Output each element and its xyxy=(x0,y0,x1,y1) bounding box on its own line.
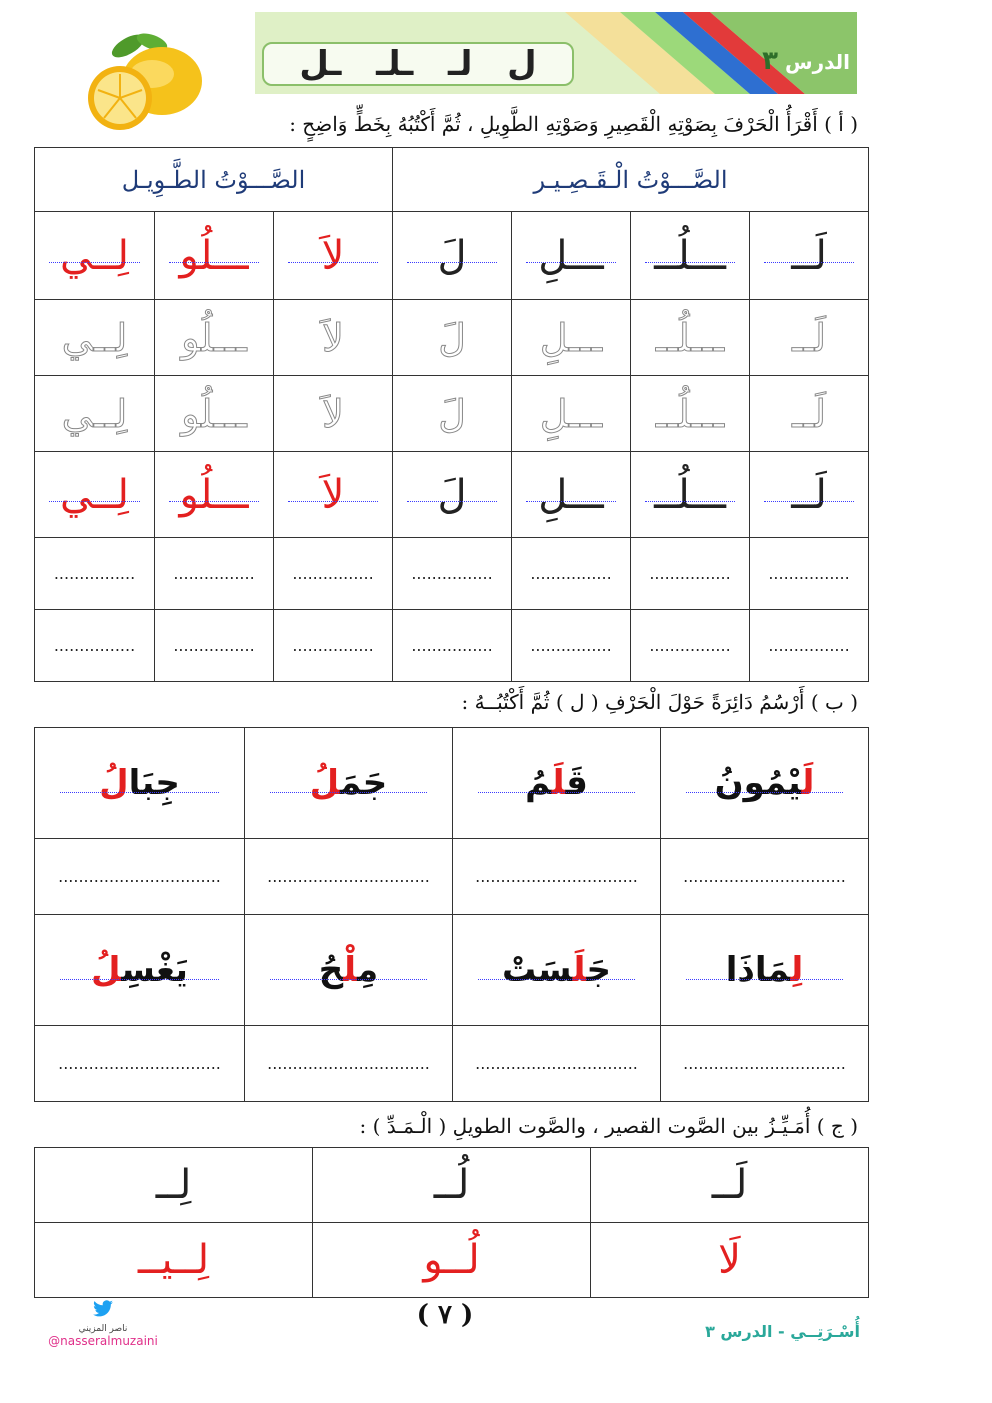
model-cell xyxy=(393,212,512,300)
word-part: حُ xyxy=(318,950,344,990)
word-part: سَتْ xyxy=(502,950,573,990)
guide-line xyxy=(645,501,735,502)
traced-letter: ـــلُــ xyxy=(655,315,725,360)
letter-form-final: ـل xyxy=(299,44,342,84)
short-sound-cell xyxy=(35,1148,313,1223)
dotted-line: ................................ xyxy=(58,1054,221,1073)
word xyxy=(310,763,388,803)
trace-cell[interactable] xyxy=(631,300,750,376)
trace-cell[interactable] xyxy=(393,300,512,376)
guide-line xyxy=(407,262,497,263)
writing-cell[interactable] xyxy=(35,610,155,682)
letter-sample: ـــلِ xyxy=(538,471,604,518)
guide-line xyxy=(645,262,735,263)
word xyxy=(91,950,188,990)
lemons-illustration xyxy=(80,26,210,136)
lesson-text: الدرس xyxy=(784,50,850,74)
word-cell[interactable] xyxy=(245,728,453,839)
traced-letter: لَ xyxy=(438,315,466,360)
trace-cell[interactable] xyxy=(631,376,750,452)
writing-cell[interactable] xyxy=(750,538,869,610)
traced-letter: لِــي xyxy=(61,315,128,360)
word xyxy=(502,950,611,990)
traced-letter: ـــلُو xyxy=(181,391,247,436)
dotted-line: ................................ xyxy=(267,1054,430,1073)
letter-sample: ـــلُو xyxy=(179,232,249,279)
short-sounds-row xyxy=(35,1148,869,1223)
model-cell xyxy=(393,452,512,538)
words-row-1 xyxy=(35,728,869,839)
dotted-line: ................ xyxy=(530,564,612,583)
word xyxy=(726,950,803,990)
model-cell xyxy=(631,452,750,538)
guide-line xyxy=(686,979,843,980)
guide-line xyxy=(169,262,259,263)
guide-line xyxy=(169,501,259,502)
trace-cell[interactable] xyxy=(155,376,274,452)
instruction-b: ( ب ) أَرْسُمُ دَائِرَةً حَوْلَ الْحَرْفِ ( ل ) ثُمَّ أَكْتُبُــهُ : xyxy=(461,690,858,714)
dotted-line: ................................ xyxy=(267,867,430,886)
traced-letter: لَــ xyxy=(792,315,826,360)
long-sounds-row xyxy=(35,1223,869,1298)
twitter-icon xyxy=(92,1300,114,1318)
header-long-sound: الصَّـــوْتُ الطَّـوِيـل xyxy=(35,148,393,212)
writing-cell[interactable] xyxy=(274,538,393,610)
word-writing-cell[interactable] xyxy=(245,1026,453,1102)
writing-cell[interactable] xyxy=(512,610,631,682)
word-part: جَ xyxy=(586,950,611,990)
dotted-line: ................................ xyxy=(683,1054,846,1073)
letter-sample: لَــ xyxy=(791,232,827,279)
table-circle-letter xyxy=(34,727,869,1102)
words-row-2 xyxy=(35,915,869,1026)
letter-sample: ـــلِ xyxy=(538,232,604,279)
traced-letter: ـــلُــ xyxy=(655,391,725,436)
model-cell xyxy=(512,212,631,300)
word-part: مُ xyxy=(525,763,552,803)
word-cell[interactable] xyxy=(35,728,245,839)
guide-line xyxy=(478,979,635,980)
word-writing-cell[interactable] xyxy=(453,839,661,915)
word-writing-cell[interactable] xyxy=(453,1026,661,1102)
word-cell[interactable] xyxy=(453,915,661,1026)
letter-sample: ـــلُــ xyxy=(654,471,726,518)
guide-line xyxy=(49,501,139,502)
header-short-sound: الصَّـــوْتُ الْـقَـصِـيـر xyxy=(393,148,869,212)
model-row-1 xyxy=(35,212,869,300)
short-sound-cell xyxy=(591,1148,869,1223)
word-part: جِبَا xyxy=(128,763,180,803)
word-cell[interactable] xyxy=(661,728,869,839)
traced-letter: ـــلُو xyxy=(181,315,247,360)
book-label: أُسْـرَتِــي - الدرس ٣ xyxy=(705,1322,860,1341)
word xyxy=(99,763,180,803)
author-name: ناصر المزيني xyxy=(78,1324,128,1334)
dotted-line: ................ xyxy=(649,636,731,655)
writing-row-2 xyxy=(35,610,869,682)
writing-cell[interactable] xyxy=(393,610,512,682)
sound-sample: لَــ xyxy=(711,1162,748,1208)
dotted-line: ................ xyxy=(173,564,255,583)
table-short-long-sounds xyxy=(34,147,869,682)
trace-cell[interactable] xyxy=(155,300,274,376)
model-cell xyxy=(750,212,869,300)
letter-form-medial: ـلـ xyxy=(376,44,414,84)
trace-cell[interactable] xyxy=(512,376,631,452)
writing-cell[interactable] xyxy=(155,538,274,610)
guide-line xyxy=(60,792,219,793)
dotted-line: ................................ xyxy=(475,867,638,886)
letter-sample: لَــ xyxy=(791,471,827,518)
sound-sample: لِــيــ xyxy=(137,1237,210,1283)
page-number: ( ٧ ) xyxy=(416,1300,474,1330)
guide-line xyxy=(478,792,635,793)
word-writing-cell[interactable] xyxy=(661,839,869,915)
writing-cell[interactable] xyxy=(631,610,750,682)
letter-sample: لَ xyxy=(437,471,467,518)
target-letter: لَ xyxy=(551,763,566,803)
model-cell xyxy=(274,212,393,300)
word-part: يَغْسِ xyxy=(121,950,188,990)
word-cell[interactable] xyxy=(35,915,245,1026)
guide-line xyxy=(686,792,843,793)
letter-sample: لاَ xyxy=(321,232,345,279)
letter-sample: لِــي xyxy=(60,471,129,518)
sound-sample: لَا xyxy=(718,1237,741,1283)
word xyxy=(715,763,815,803)
trace-cell[interactable] xyxy=(35,300,155,376)
trace-cell[interactable] xyxy=(750,376,869,452)
dotted-line: ................ xyxy=(292,636,374,655)
dotted-line: ................ xyxy=(768,636,850,655)
model-cell xyxy=(155,452,274,538)
dotted-line: ................................ xyxy=(58,867,221,886)
short-sound-cell xyxy=(313,1148,591,1223)
lesson-label xyxy=(730,46,850,76)
twitter-handle[interactable]: @nasseralmuzaini xyxy=(48,1334,158,1348)
traced-letter: ـــلِ xyxy=(539,315,603,360)
dotted-line: ................ xyxy=(530,636,612,655)
target-letter: لْ xyxy=(343,950,358,990)
word-cell[interactable] xyxy=(245,915,453,1026)
writing-cell[interactable] xyxy=(155,610,274,682)
target-letter: لَ xyxy=(572,950,587,990)
letter-sample: لِــي xyxy=(60,232,129,279)
sound-sample: لُــ xyxy=(433,1162,470,1208)
guide-line xyxy=(526,262,616,263)
dotted-line: ................ xyxy=(173,636,255,655)
instruction-a: ( أ ) أَقْرَأُ الْحَرْفَ بِصَوْتِهِ الْقَصِيرِ وَصَوْتِهِ الطَّوِيلِ ، ثُمَّ أَكْتُبُهُ بِخَطٍّ وَاضِحٍ : xyxy=(289,112,858,136)
word-part: مَاذَا xyxy=(725,950,791,990)
guide-line xyxy=(270,979,427,980)
dotted-line: ................................ xyxy=(683,867,846,886)
guide-line xyxy=(60,979,219,980)
word-writing-cell[interactable] xyxy=(661,1026,869,1102)
word-cell[interactable] xyxy=(661,915,869,1026)
model-cell xyxy=(750,452,869,538)
letter-forms-box xyxy=(262,42,574,86)
dotted-line: ................ xyxy=(768,564,850,583)
writing-cell[interactable] xyxy=(274,610,393,682)
target-letter: لِ xyxy=(790,950,804,990)
writing-cell[interactable] xyxy=(393,538,512,610)
model-row-2 xyxy=(35,452,869,538)
traced-letter: لَ xyxy=(438,391,466,436)
writing-cell[interactable] xyxy=(512,538,631,610)
trace-cell[interactable] xyxy=(35,376,155,452)
target-letter: لُ xyxy=(99,763,129,803)
long-sound-cell xyxy=(591,1223,869,1298)
guide-line xyxy=(407,501,497,502)
traced-letter: لاَ xyxy=(322,391,344,436)
long-sound-cell xyxy=(35,1223,313,1298)
dotted-line: ................ xyxy=(53,564,136,583)
guide-line xyxy=(764,501,854,502)
word xyxy=(319,950,378,990)
traced-letter: ـــلِ xyxy=(539,391,603,436)
dotted-line: ................ xyxy=(53,636,136,655)
model-cell xyxy=(512,452,631,538)
author-credit xyxy=(48,1300,158,1348)
dotted-line: ................ xyxy=(649,564,731,583)
words-writing-row-1 xyxy=(35,839,869,915)
model-cell xyxy=(274,452,393,538)
table-short-vs-long xyxy=(34,1147,869,1298)
guide-line xyxy=(270,792,427,793)
word xyxy=(525,763,588,803)
trace-cell[interactable] xyxy=(393,376,512,452)
writing-cell[interactable] xyxy=(750,610,869,682)
trace-row-1 xyxy=(35,300,869,376)
dotted-line: ................................ xyxy=(475,1054,638,1073)
model-cell xyxy=(35,452,155,538)
guide-line xyxy=(526,501,616,502)
sound-sample: لُــو xyxy=(423,1237,480,1283)
guide-line xyxy=(49,262,139,263)
word-writing-cell[interactable] xyxy=(35,1026,245,1102)
letter-form-isolated: ل xyxy=(507,44,537,84)
letter-sample: ـــلُــ xyxy=(654,232,726,279)
model-cell xyxy=(155,212,274,300)
word-writing-cell[interactable] xyxy=(35,839,245,915)
letter-sample: ـــلُو xyxy=(179,471,249,518)
letter-form-initial: لـ xyxy=(447,44,473,84)
long-sound-cell xyxy=(313,1223,591,1298)
target-letter: لَ xyxy=(801,763,815,803)
guide-line xyxy=(764,262,854,263)
model-cell xyxy=(631,212,750,300)
writing-cell[interactable] xyxy=(35,538,155,610)
letter-sample: لاَ xyxy=(321,471,345,518)
target-letter: لُ xyxy=(309,763,341,803)
letter-sample: لَ xyxy=(437,232,467,279)
word-part: يْمُونُ xyxy=(714,763,802,803)
guide-line xyxy=(288,262,378,263)
model-cell xyxy=(35,212,155,300)
word-part: مِ xyxy=(357,950,379,990)
writing-cell[interactable] xyxy=(631,538,750,610)
trace-cell[interactable] xyxy=(274,376,393,452)
words-writing-row-2 xyxy=(35,1026,869,1102)
sound-sample: لِــ xyxy=(155,1162,192,1208)
dotted-line: ................ xyxy=(292,564,374,583)
word-writing-cell[interactable] xyxy=(245,839,453,915)
writing-row-1 xyxy=(35,538,869,610)
trace-cell[interactable] xyxy=(274,300,393,376)
word-cell[interactable] xyxy=(453,728,661,839)
word-part: جَمَ xyxy=(340,763,388,803)
trace-cell[interactable] xyxy=(512,300,631,376)
traced-letter: لاَ xyxy=(322,315,344,360)
lesson-number: ٣ xyxy=(762,46,778,76)
traced-letter: لَــ xyxy=(792,391,826,436)
trace-cell[interactable] xyxy=(750,300,869,376)
word-part: قَ xyxy=(565,763,588,803)
traced-letter: لِــي xyxy=(61,391,128,436)
target-letter: لُ xyxy=(91,950,122,990)
dotted-line: ................ xyxy=(411,564,493,583)
dotted-line: ................ xyxy=(411,636,493,655)
instruction-c: ( ج ) أُمَـيِّـزُ بين الصَّوت القصير ، والصَّوت الطويلِ ( الْـمَـدِّ ) : xyxy=(359,1114,858,1138)
guide-line xyxy=(288,501,378,502)
trace-row-2 xyxy=(35,376,869,452)
